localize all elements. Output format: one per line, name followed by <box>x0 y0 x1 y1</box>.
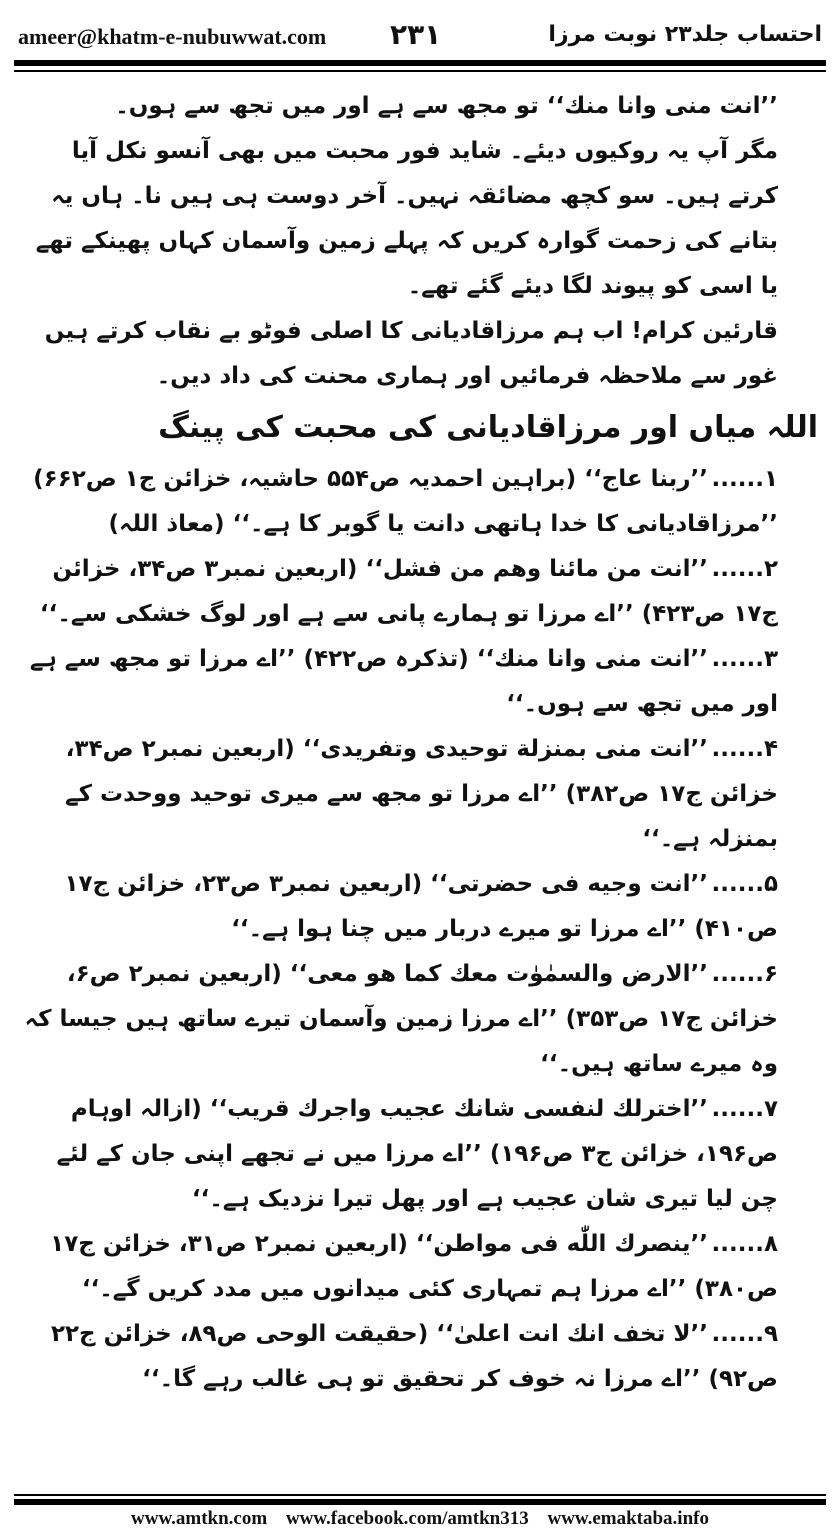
item-text: ’’ربنا عاج‘‘ (براہین احمدیہ ص۵۵۴ حاشیہ، خزائن ج۱ ص۶۶۲) ’’مرزاقادیانی کا خدا ہاتھی دانت یا گوبر کا ہے۔‘‘ (معاذ اللہ) <box>33 466 778 537</box>
item-text: ’’لا تخف انك انت اعلیٰ‘‘ (حقیقت الوحی ص۸۹، خزائن ج۲۲ ص۹۲) ’’اے مرزا نہ خوف کر تحقیق تو ہی غالب رہے گا۔‘‘ <box>50 1321 778 1392</box>
list-item <box>22 1087 818 1222</box>
page-body <box>22 84 818 1402</box>
list-item <box>22 952 818 1087</box>
item-number: ۲...... <box>711 556 778 582</box>
footer-rule-thin <box>14 1494 826 1496</box>
list-item <box>22 457 818 547</box>
item-text: ’’انت منی بمنزلة توحیدی وتفریدی‘‘ (اربعین نمبر۲ ص۳۴، خزائن ج۱۷ ص۳۸۲) ’’اے مرزا تو مجھ سے میری توحید ووحدت کے بمنزلہ ہے۔‘‘ <box>65 736 778 852</box>
item-text: ’’ینصرك اللّٰه فی مواطن‘‘ (اربعین نمبر۲ ص۳۱، خزائن ج۱۷ ص۳۸۰) ’’اے مرزا ہم تمہاری کئی میدانوں میں مدد کریں گے۔‘‘ <box>50 1231 778 1302</box>
running-title: احتساب جلد۲۳ نوبت مرزا <box>548 22 822 47</box>
item-number: ۶...... <box>711 961 778 987</box>
header-rule-thick <box>14 60 826 66</box>
list-item <box>22 1312 818 1402</box>
footer-link-emaktaba[interactable]: www.emaktaba.info <box>547 1508 709 1529</box>
header-email: ameer@khatm-e-nubuwwat.com <box>18 24 327 49</box>
item-text: ’’انت منی وانا منك‘‘ (تذکرہ ص۴۲۲) ’’اے مرزا تو مجھ سے ہے اور میں تجھ سے ہوں۔‘‘ <box>29 646 778 717</box>
list-item <box>22 1222 818 1312</box>
item-text: ’’انت وجیه فی حضرتی‘‘ (اربعین نمبر۳ ص۲۳، خزائن ج۱۷ ص۴۱۰) ’’اے مرزا تو میرے دربار میں چنا ہوا ہے۔‘‘ <box>64 871 778 942</box>
list-item <box>22 862 818 952</box>
item-number: ۸...... <box>711 1231 778 1257</box>
item-text: ’’اخترلك لنفسی شانك عجیب واجرك قریب‘‘ (ازالہ اوہام ص۱۹۶، خزائن ج۳ ص۱۹۶) ’’اے مرزا میں نے تجھے اپنی جان کے لئے چن لیا تیری شان عجیب ہے اور پھل تیرا نزدیک ہے۔‘‘ <box>56 1096 778 1212</box>
item-number: ۷...... <box>711 1096 778 1122</box>
section-heading: اللہ میاں اور مرزاقادیانی کی محبت کی پینگ <box>158 410 818 445</box>
page-header <box>18 14 822 64</box>
header-rule-thin <box>14 70 826 72</box>
page-footer <box>14 1508 826 1536</box>
item-number: ۹...... <box>711 1321 778 1347</box>
list-item <box>22 727 818 862</box>
item-number: ۴...... <box>711 736 778 762</box>
item-text: ’’الارض والسمٰوٰت معك کما ھو معی‘‘ (اربعین نمبر۲ ص۶، خزائن ج۱۷ ص۳۵۳) ’’اے مرزا زمین وآسمان تیرے ساتھ ہیں جیسا کہ وہ میرے ساتھ ہیں۔‘‘ <box>24 961 778 1077</box>
footer-rule-thick <box>14 1499 826 1505</box>
page-number: ۲۳۱ <box>390 18 442 51</box>
footer-link-amtkn[interactable]: www.amtkn.com <box>131 1508 268 1529</box>
paragraph: ’’انت منی وانا منك‘‘ تو مجھ سے ہے اور میں تجھ سے ہوں۔ <box>115 93 778 119</box>
item-number: ۱...... <box>711 466 778 492</box>
item-text: ’’انت من مائنا وھم من فشل‘‘ (اربعین نمبر۳ ص۳۴، خزائن ج۱۷ ص۴۲۳) ’’اے مرزا تو ہمارے پانی سے ہے اور لوگ خشکی سے۔‘‘ <box>39 556 778 627</box>
item-number: ۵...... <box>711 871 778 897</box>
item-number: ۳...... <box>711 646 778 672</box>
paragraph: قارئین کرام! اب ہم مرزاقادیانی کا اصلی فوٹو بے نقاب کرتے ہیں غور سے ملاحظہ فرمائیں اور ہماری محنت کی داد دیں۔ <box>44 318 778 389</box>
list-item <box>22 547 818 637</box>
paragraph: مگر آپ یہ روکیوں دیئے۔ شاید فور محبت میں بھی آنسو نکل آیا کرتے ہیں۔ سو کچھ مضائقہ نہیں۔ آخر دوست ہی ہیں نا۔ ہاں یہ بتانے کی زحمت گوارہ کریں کہ پہلے زمین وآسمان کہاں پھینکے تھے یا اسی کو پیوند لگا دیئے گئے تھے۔ <box>35 138 778 299</box>
list-item <box>22 637 818 727</box>
footer-link-facebook[interactable]: www.facebook.com/amtkn313 <box>285 1508 529 1529</box>
